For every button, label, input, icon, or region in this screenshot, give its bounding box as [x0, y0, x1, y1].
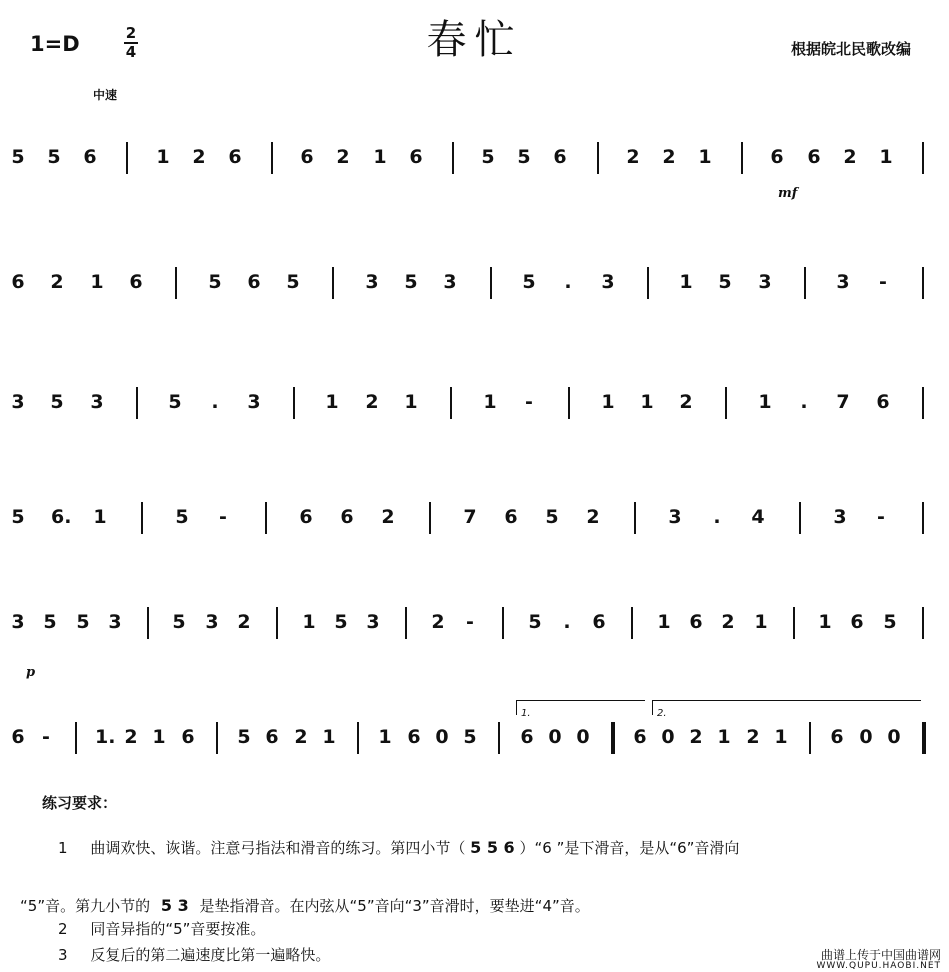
note: 6 — [409, 146, 423, 168]
requirements-heading: 练习要求： — [42, 794, 118, 812]
second-ending-bracket — [652, 700, 921, 719]
barline — [136, 387, 138, 419]
barline — [498, 722, 500, 754]
requirement-1 — [58, 838, 938, 858]
note: 5 — [11, 146, 25, 168]
note: 6 — [11, 726, 25, 748]
note: 1 — [879, 146, 893, 168]
note: 2 — [431, 611, 445, 633]
note: 6 — [228, 146, 242, 168]
req1-text-e: 是垫指滑音。在内弦从“5”音向“3”音滑时，要垫进“4”音。 — [199, 897, 590, 915]
dash-extension: - — [525, 391, 533, 413]
barline — [611, 722, 615, 754]
note: 1 — [601, 391, 615, 413]
note: 2 — [662, 146, 676, 168]
dash-extension: - — [42, 726, 50, 748]
note: 2 — [192, 146, 206, 168]
note: 6 — [340, 506, 354, 528]
note: 6 — [181, 726, 195, 748]
note: 1 — [679, 271, 693, 293]
note: 6 — [689, 611, 703, 633]
requirement-3 — [58, 945, 330, 965]
note: 1 — [754, 611, 768, 633]
note: 5 — [718, 271, 732, 293]
staff-5 — [0, 593, 949, 663]
note: 2 — [689, 726, 703, 748]
note: 5 — [481, 146, 495, 168]
note: 5 — [50, 391, 64, 413]
req1-text-b: ）“6 — [519, 839, 552, 857]
barline — [357, 722, 359, 754]
barline — [293, 387, 295, 419]
note: 6 — [553, 146, 567, 168]
note: 5 — [463, 726, 477, 748]
staff-6 — [0, 708, 949, 778]
note: 6 — [407, 726, 421, 748]
note: 5 — [883, 611, 897, 633]
note: 6 — [592, 611, 606, 633]
note: 1 — [404, 391, 418, 413]
note: 5 — [517, 146, 531, 168]
meter-top: 2 — [125, 24, 137, 42]
note: 1 — [325, 391, 339, 413]
note: 2 — [50, 271, 64, 293]
note: 3 — [758, 271, 772, 293]
tempo-marking: 中速 — [93, 88, 118, 102]
note: 1 — [322, 726, 336, 748]
note: 5 — [76, 611, 90, 633]
note: 2 — [679, 391, 693, 413]
req1-inline-notes-2: 5 3 — [160, 896, 189, 915]
barline — [265, 502, 267, 534]
barline — [922, 502, 924, 534]
dynamic-p: p — [26, 665, 36, 680]
note: 0 — [548, 726, 562, 748]
note: 5 — [43, 611, 57, 633]
note: 3 — [11, 611, 25, 633]
note: 5 — [404, 271, 418, 293]
req3-number: 3 — [58, 946, 68, 964]
note: 1 — [758, 391, 772, 413]
barline — [804, 267, 806, 299]
req1-text-d: “5”音。第九小节的 — [20, 897, 151, 915]
note: 1 — [302, 611, 316, 633]
req1-number: 1 — [58, 839, 68, 857]
note: 3 — [833, 506, 847, 528]
barline — [799, 502, 801, 534]
note: 2 — [237, 611, 251, 633]
note: 1 — [152, 726, 166, 748]
note: 1 — [373, 146, 387, 168]
note: 1 — [93, 506, 107, 528]
note: . — [713, 506, 721, 528]
staff-2 — [0, 253, 949, 323]
barline — [429, 502, 431, 534]
note: 1 — [378, 726, 392, 748]
note: 3 — [836, 271, 850, 293]
barline — [741, 142, 743, 174]
note: 1 — [90, 271, 104, 293]
watermark-text: 曲谱上传于中国曲谱网 — [820, 948, 941, 962]
note: 0 — [887, 726, 901, 748]
note: 6 — [520, 726, 534, 748]
note: 6 — [129, 271, 143, 293]
note: 4 — [751, 506, 765, 528]
note: 6 — [633, 726, 647, 748]
note: 2 — [336, 146, 350, 168]
barline — [597, 142, 599, 174]
note: 5 — [168, 391, 182, 413]
barline — [271, 142, 273, 174]
note: 6 — [830, 726, 844, 748]
req1-text-a: 曲调欢快、诙谐。注意弓指法和滑音的练习。第四小节（ — [90, 839, 466, 857]
note: 6 — [247, 271, 261, 293]
barline — [922, 722, 926, 754]
dash-extension: - — [879, 271, 887, 293]
barline — [922, 607, 924, 639]
note: 6 — [807, 146, 821, 168]
note: 1 — [717, 726, 731, 748]
requirement-2 — [58, 919, 265, 939]
barline — [75, 722, 77, 754]
barline — [631, 607, 633, 639]
key-signature: 1=D — [30, 32, 80, 56]
note: 1 — [698, 146, 712, 168]
note: 2 — [294, 726, 308, 748]
note: . — [564, 271, 572, 293]
note: 3 — [443, 271, 457, 293]
barline — [809, 722, 811, 754]
note: 0 — [435, 726, 449, 748]
note: 0 — [661, 726, 675, 748]
barline — [405, 607, 407, 639]
dash-extension: - — [466, 611, 474, 633]
barline — [332, 267, 334, 299]
note: 6 — [299, 506, 313, 528]
note: 1 — [774, 726, 788, 748]
staff-4 — [0, 488, 949, 558]
note: 5 — [237, 726, 251, 748]
barline — [141, 502, 143, 534]
barline — [502, 607, 504, 639]
barline — [725, 387, 727, 419]
song-title: 春忙 — [426, 17, 523, 63]
req1-text-c: ”是下滑音，是从“6”音滑向 — [556, 839, 740, 857]
note: 0 — [576, 726, 590, 748]
barline — [922, 267, 924, 299]
first-ending-label: 1. — [521, 708, 531, 719]
note: 6 — [83, 146, 97, 168]
note: 3 — [11, 391, 25, 413]
note: 7 — [463, 506, 477, 528]
note: 6 — [504, 506, 518, 528]
note: 6 — [850, 611, 864, 633]
note: 6 — [11, 271, 25, 293]
req2-number: 2 — [58, 920, 68, 938]
first-ending-bracket — [516, 700, 645, 719]
note: 3 — [601, 271, 615, 293]
barline — [922, 142, 924, 174]
note: 5 — [172, 611, 186, 633]
barline — [922, 387, 924, 419]
barline — [568, 387, 570, 419]
barline — [452, 142, 454, 174]
staff-3 — [0, 373, 949, 443]
note: . — [563, 611, 571, 633]
note: 5 — [334, 611, 348, 633]
note: 2 — [365, 391, 379, 413]
note: 3 — [365, 271, 379, 293]
req3-text: 反复后的第二遍速度比第一遍略快。 — [90, 946, 331, 964]
barline — [490, 267, 492, 299]
barline — [216, 722, 218, 754]
note: 3 — [108, 611, 122, 633]
barline — [126, 142, 128, 174]
note: 6 — [265, 726, 279, 748]
note: 3 — [205, 611, 219, 633]
req1-inline-notes: 5 5 6 — [470, 838, 515, 857]
note: 1 — [483, 391, 497, 413]
note: 3 — [247, 391, 261, 413]
barline — [147, 607, 149, 639]
barline — [634, 502, 636, 534]
watermark-url: WWW.QUPU.HAOBI.NET — [816, 961, 941, 971]
note: 2 — [843, 146, 857, 168]
note: . — [211, 391, 219, 413]
requirement-1-cont — [20, 896, 920, 916]
barline — [276, 607, 278, 639]
note: 5 — [528, 611, 542, 633]
note: 5 — [286, 271, 300, 293]
note: 2 — [626, 146, 640, 168]
second-ending-label: 2. — [657, 708, 667, 719]
note: 1. — [95, 726, 116, 748]
note: 2 — [381, 506, 395, 528]
note: 5 — [208, 271, 222, 293]
note: 3 — [366, 611, 380, 633]
note: 7 — [836, 391, 850, 413]
staff-1 — [0, 128, 949, 198]
req2-text: 同音异指的“5”音要按准。 — [90, 920, 266, 938]
note: 0 — [859, 726, 873, 748]
note: 6. — [51, 506, 72, 528]
note: 5 — [175, 506, 189, 528]
note: 2 — [746, 726, 760, 748]
note: 3 — [668, 506, 682, 528]
note: 2 — [721, 611, 735, 633]
note: 6 — [770, 146, 784, 168]
dash-extension: - — [219, 506, 227, 528]
note: 5 — [545, 506, 559, 528]
barline — [647, 267, 649, 299]
note: 6 — [876, 391, 890, 413]
note: 1 — [657, 611, 671, 633]
dynamic-mf: mf — [778, 186, 798, 201]
source-credit: 根据皖北民歌改编 — [790, 40, 911, 58]
note: 6 — [300, 146, 314, 168]
note: 5 — [11, 506, 25, 528]
note: 3 — [90, 391, 104, 413]
note: 1 — [818, 611, 832, 633]
note: 5 — [47, 146, 61, 168]
meter-bottom: 4 — [125, 43, 137, 61]
note: 1 — [156, 146, 170, 168]
note: 2 — [124, 726, 138, 748]
note: 2 — [586, 506, 600, 528]
note: 5 — [522, 271, 536, 293]
note: . — [800, 391, 808, 413]
barline — [450, 387, 452, 419]
barline — [793, 607, 795, 639]
dash-extension: - — [877, 506, 885, 528]
note: 1 — [640, 391, 654, 413]
barline — [175, 267, 177, 299]
